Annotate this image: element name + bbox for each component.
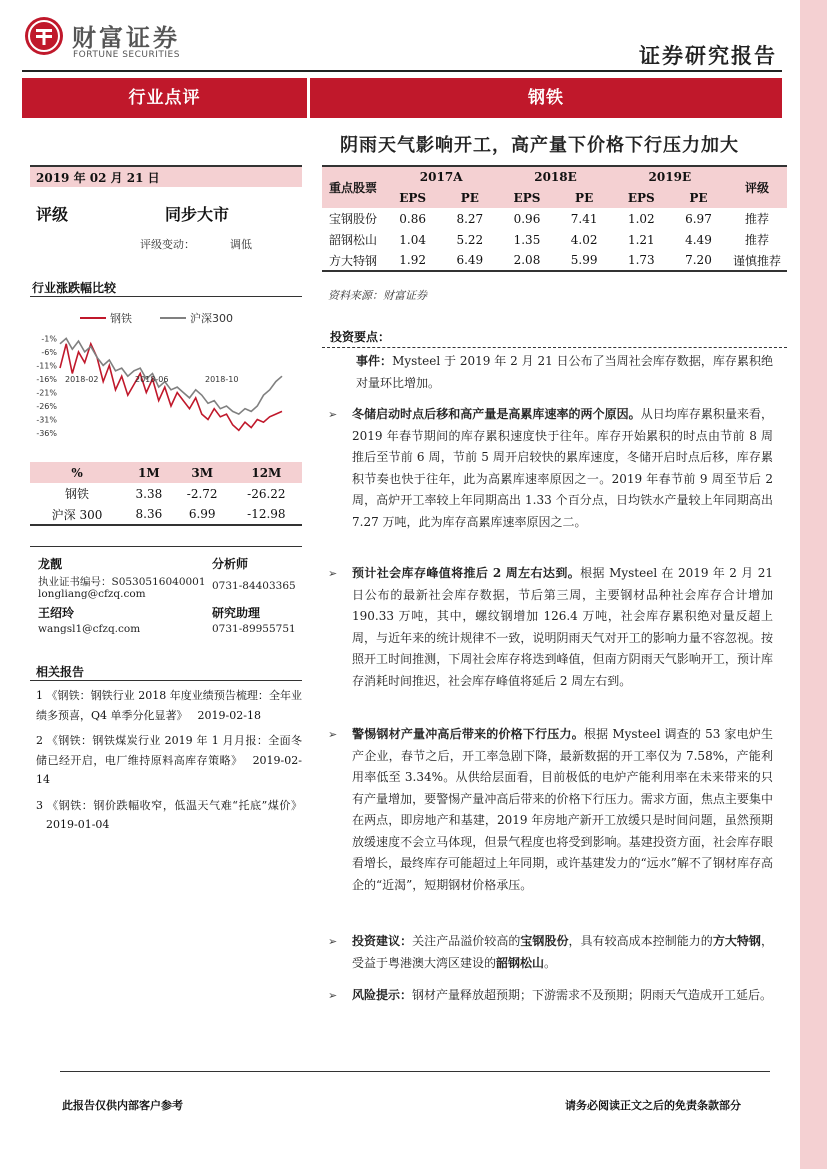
brand-name-cn: 财富证券	[72, 23, 180, 52]
rating-change-label: 评级变动：	[140, 238, 195, 251]
points-title: 投资要点：	[330, 330, 391, 344]
footer-left: 此报告仅供内部客户参考	[62, 1099, 183, 1112]
point-paragraph	[352, 563, 773, 692]
risk-text: 钢材产量释放超预期；下游需求不及预期；阴雨天气造成开工延后。	[412, 988, 773, 1002]
advice-text-3: ，受益于粤港澳大湾区建设的	[352, 934, 773, 970]
table-cell: 1.02	[627, 211, 655, 226]
bullet-icon: ➢	[328, 567, 338, 580]
col-sub-eps: EPS	[399, 190, 427, 205]
point-heading: 冬储启动时点后移和高产量是高累库速率的两个原因。	[352, 407, 641, 421]
col-stock: 重点股票	[328, 181, 377, 195]
event-label: 事件：	[356, 354, 393, 368]
related-item-date: 2019-01-04	[46, 818, 110, 831]
table-cell: -26.22	[247, 486, 286, 501]
table-row	[30, 504, 302, 525]
table-cell: 6.97	[685, 211, 712, 226]
perf-col-header: 1M	[138, 465, 160, 480]
table-cell: 8.27	[456, 211, 484, 226]
y-tick-label: -6%	[41, 347, 57, 357]
authors-rule	[30, 546, 302, 547]
col-year-2018: 2018E	[534, 170, 577, 184]
bullet-icon: ➢	[328, 989, 338, 1002]
perf-section-title: 行业涨跌幅比较	[32, 281, 117, 295]
author-phone-1: 0731-84403365	[212, 580, 296, 592]
advice-stock-2: 方大特钢	[712, 934, 761, 948]
advice-text-2: ，具有较高成本控制能力的	[568, 934, 713, 948]
table-row	[322, 229, 787, 250]
table-row	[30, 483, 302, 504]
series-line-0	[60, 344, 282, 431]
point-text: 根据 Mysteel 调查的 53 家电炉生产企业，春节之后，开工率急剧下降，最新数据的开工率仅为 7.58%，产能利用率低至 3.34%。从供给层面看，目前极低的电炉产能利用率在未来带来的只有产量增加，要警惕产量冲高后带来的价格下行压力。需求方面，焦点主要集中在两点，即房地产和基建，2019 年房地产新开工放缓只是时间问题，虽然预期放缓速度不会立马体现，但景气程度也将受到影响。基建投资方面，社会库存眼看增长，最终库存可能超过上年同期，或许基建发力的“远水”解不了钢材库存高企的“近渴”，短期钢材价格承压。	[352, 727, 773, 892]
y-tick-label: -21%	[36, 388, 57, 398]
col-year-2017: 2017A	[419, 170, 463, 184]
y-tick-label: -31%	[36, 415, 57, 425]
col-sub-pe: PE	[575, 190, 594, 205]
table-cell: 7.41	[570, 211, 598, 226]
col-sub-pe: PE	[689, 190, 708, 205]
table-cell: -2.72	[186, 486, 218, 501]
table-cell: 1.04	[399, 232, 426, 247]
rating-value: 同步大市	[165, 205, 230, 224]
perf-col-header: %	[71, 465, 83, 480]
bullet-icon: ➢	[328, 935, 338, 948]
related-title: 相关报告	[36, 665, 85, 679]
footer-right: 请务必阅读正文之后的免责条款部分	[565, 1099, 741, 1112]
table-cell: 5.22	[456, 232, 484, 247]
advice-label: 投资建议：	[352, 934, 413, 948]
table-row	[322, 250, 787, 271]
band-category	[22, 78, 307, 118]
table-cell: 2.08	[513, 253, 541, 267]
related-item-date: 2019-02-14	[36, 753, 302, 786]
related-list	[36, 686, 302, 841]
related-item-title: 3 《钢铁：钢价跌幅收窄，低温天气难“托底”煤价》	[36, 798, 302, 812]
table-cell: 韶钢松山	[328, 233, 377, 247]
col-sub-eps: EPS	[627, 190, 655, 205]
related-rule	[30, 680, 302, 681]
table-cell: 0.86	[399, 211, 426, 226]
perf-chart	[30, 305, 302, 440]
col-sub-pe: PE	[460, 190, 479, 205]
table-cell: 7.20	[685, 253, 712, 267]
table-cell: 1.92	[399, 253, 426, 267]
risk-paragraph	[352, 985, 773, 1007]
perf-col-header: 3M	[191, 465, 213, 480]
table-cell: 4.49	[685, 232, 712, 247]
related-item	[36, 731, 302, 790]
header-rule	[22, 70, 782, 72]
table-cell: 宝钢股份	[328, 212, 377, 226]
advice-text-4: 。	[544, 955, 557, 970]
table-cell: 1.73	[627, 253, 655, 267]
risk-label: 风险提示：	[352, 988, 413, 1002]
related-item	[36, 796, 302, 835]
related-item-date: 2019-02-18	[197, 708, 261, 722]
table-cell: -12.98	[247, 507, 286, 521]
advice-stock-1: 宝钢股份	[520, 934, 569, 948]
event-text: Mysteel 于 2019 年 2 月 21 日公布了当周社会库存数据，库存累积绝对量环比增加。	[356, 354, 773, 390]
x-tick-label: 2018-02	[65, 374, 99, 384]
table-cell: 6.49	[456, 253, 484, 267]
author-email-1[interactable]: longliang@cfzq.com	[38, 588, 146, 600]
advice-text-1: 关注产品溢价较高的	[412, 934, 521, 948]
legend-label: 钢铁	[110, 312, 132, 325]
author-name-2: 王绍玲	[38, 606, 75, 620]
point-paragraph	[352, 404, 773, 533]
table-cell: 推荐	[744, 233, 769, 247]
table-cell: 4.02	[570, 232, 598, 247]
y-tick-label: -36%	[36, 429, 57, 438]
y-tick-label: -16%	[36, 374, 57, 384]
point-heading: 预计社会库存峰值将推后 2 周左右达到。	[352, 566, 581, 580]
legend-label: 沪深300	[190, 312, 233, 325]
stock-source: 资料来源：财富证券	[328, 289, 427, 302]
band-industry	[310, 78, 782, 118]
table-cell: 1.21	[627, 232, 655, 247]
side-bar	[800, 0, 827, 1169]
rating-label: 评级	[36, 205, 69, 224]
advice-stock-3: 韶钢松山	[496, 955, 545, 970]
related-item-title: 2 《钢铁：钢铁煤炭行业 2019 年 1 月月报：全面冬储已经开启，电厂维持原料高库存策略》	[36, 734, 302, 767]
author-role-1: 分析师	[212, 557, 249, 571]
point-text: 从日均库存累积量来看，2019 年春节期间的库存累积速度快于往年。库存开始累积的时点由节前 8 周推后至节前 6 周，节前 5 周开启较快的累库速度，冬储开启时点后移，库存累积节奏也快于往年，此为高累库速率原因之一。2019 年春节前 9 周至节后 2 周，高炉开工率较上年同期高出 1.33 个百分点，日均铁水产量较上年同期高出 7.27 万吨，此为库存高累库速率原因之二。	[352, 407, 773, 529]
col-sub-eps: EPS	[513, 190, 541, 205]
points-rule	[322, 347, 787, 348]
author-email-2[interactable]: wangsl1@cfzq.com	[38, 623, 141, 635]
author-name-1: 龙靓	[38, 557, 63, 571]
footer-rule	[60, 1071, 770, 1072]
report-type: 证券研究报告	[639, 43, 777, 68]
band-industry-label: 钢铁	[528, 88, 564, 108]
table-cell: 1.35	[513, 232, 541, 247]
brand-name-en: FORTUNE SECURITIES	[73, 50, 180, 60]
event-paragraph	[356, 351, 773, 394]
table-cell: 方大特钢	[328, 253, 377, 268]
logo-icon	[25, 17, 63, 55]
author-cert-1: 执业证书编号：S0530516040001	[38, 576, 206, 588]
perf-table	[30, 462, 302, 526]
table-cell: 3.38	[135, 486, 163, 501]
rating-change-value: 调低	[230, 238, 252, 251]
stock-table	[322, 165, 787, 272]
advice-paragraph	[352, 931, 773, 974]
col-year-2019: 2019E	[648, 170, 692, 184]
author-role-2: 研究助理	[212, 606, 261, 620]
bullet-icon: ➢	[328, 728, 338, 741]
table-cell: 5.99	[570, 253, 598, 267]
table-cell: 推荐	[744, 212, 769, 226]
y-tick-label: -26%	[36, 401, 57, 411]
x-tick-label: 2018-06	[135, 374, 169, 384]
band-category-label: 行业点评	[128, 88, 201, 108]
table-cell: 6.99	[188, 507, 216, 521]
point-paragraph	[352, 724, 773, 896]
perf-col-header: 12M	[251, 465, 282, 480]
x-tick-label: 2018-10	[205, 374, 239, 384]
related-item	[36, 686, 302, 725]
table-cell: 沪深 300	[51, 507, 103, 522]
headline: 阴雨天气影响开工，高产量下价格下行压力加大	[340, 135, 739, 156]
bullet-icon: ➢	[328, 408, 338, 421]
table-cell: 钢铁	[65, 487, 90, 501]
report-date: 2019 年 02 月 21 日	[36, 171, 160, 185]
table-cell: 8.36	[135, 507, 163, 521]
y-tick-label: -11%	[36, 361, 57, 371]
perf-rule	[30, 296, 302, 297]
table-cell: 0.96	[513, 211, 541, 226]
y-tick-label: -1%	[41, 334, 57, 344]
related-item-title: 1 《钢铁：钢铁行业 2018 年度业绩预告梳理：全年业绩多预喜，Q4 单季分化显著》	[36, 689, 302, 722]
table-cell: 谨慎推荐	[732, 253, 781, 268]
table-row	[322, 208, 787, 229]
col-rating: 评级	[744, 181, 769, 195]
point-text: 根据 Mysteel 在 2019 年 2 月 21 日公布的最新社会库存数据，节后第三周，主要钢材品种社会库存合计增加 190.33 万吨，其中，螺纹钢增加 126.4 万吨，社会库存累积绝对量反超上周，与近年来的统计规律不一致，说明阴雨天气对开工的影响力量不容忽视。按照开工时间推测，下周社会库存将迭到峰值，但南方阴雨天气影响开工，预计库存消耗时间推迟，社会库存峰值将延后 2 周左右到。	[352, 566, 773, 688]
point-heading: 警惕钢材产量冲高后带来的价格下行压力。	[352, 727, 584, 741]
author-phone-2: 0731-89955751	[212, 623, 296, 635]
